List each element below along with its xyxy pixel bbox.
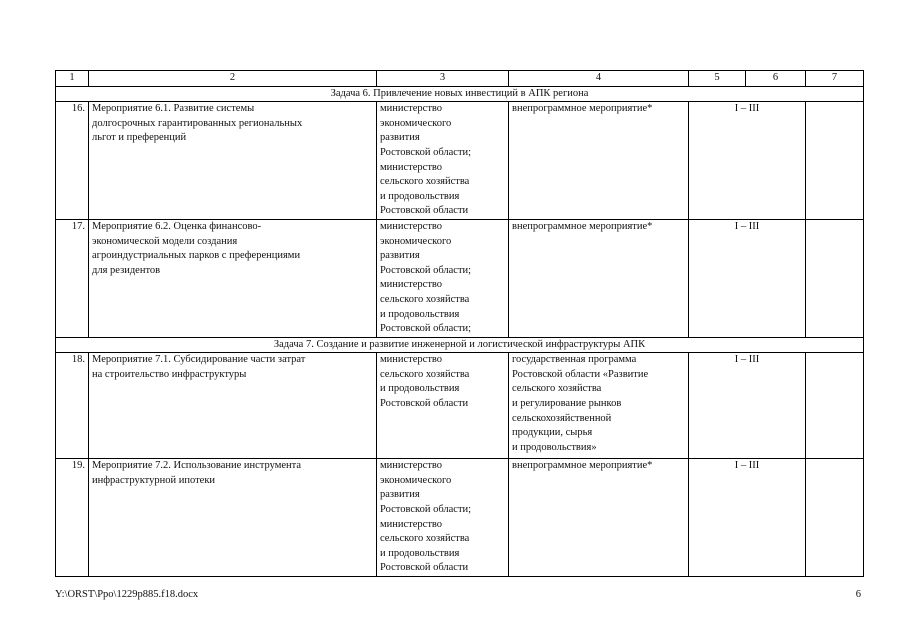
program-text-line: сельскохозяйственной: [512, 412, 612, 424]
executor-text-line: сельского хозяйства: [380, 176, 470, 188]
executor-text-line: и продовольствия: [380, 547, 460, 559]
program-text-line: внепрограммное мероприятие*: [512, 220, 653, 232]
measure-text-line: Мероприятие 6.1. Развитие системы: [92, 103, 255, 115]
measure-text-line: для резидентов: [92, 264, 161, 276]
executor-text-line: Ростовской области;: [380, 504, 472, 516]
executor-text-line: министерство: [380, 220, 443, 232]
program-text-line: внепрограммное мероприятие*: [512, 460, 653, 472]
program-cell: [509, 459, 689, 577]
task-title: Задача 7. Создание и развитие инженерной и логистической инфраструктуры АПК: [56, 337, 864, 353]
executor-text-line: Ростовской области;: [380, 146, 472, 158]
period-cell: I – III: [689, 353, 806, 459]
measure-row: [56, 219, 864, 337]
column-number-header: 2: [89, 71, 377, 87]
row-number: 18.: [56, 353, 89, 459]
column-number-header: 6: [746, 71, 806, 87]
measure-row: [56, 102, 864, 220]
footer-file-path: Y:\ORST\Ppo\1229p885.f18.docx: [55, 589, 199, 600]
measure-row: [56, 459, 864, 577]
executor-text-line: развития: [380, 489, 420, 501]
measure-cell: [89, 219, 377, 337]
period-cell: I – III: [689, 102, 806, 220]
executor-text-line: сельского хозяйства: [380, 368, 470, 380]
executor-text-line: экономического: [380, 235, 452, 247]
measure-cell: [89, 459, 377, 577]
executor-text-line: и продовольствия: [380, 383, 460, 395]
measure-text-line: льгот и преференций: [92, 132, 187, 144]
program-text-line: государственная программа: [512, 354, 637, 366]
executor-text-line: Ростовской области: [380, 398, 469, 410]
measure-row: [56, 353, 864, 459]
task-row: [56, 337, 864, 353]
executor-text-line: экономического: [380, 474, 452, 486]
program-cell: [509, 219, 689, 337]
executor-text-line: Ростовской области: [380, 205, 469, 217]
program-text-line: и продовольствия»: [512, 441, 597, 453]
executor-text-line: министерство: [380, 103, 443, 115]
column-number-header: 3: [377, 71, 509, 87]
executor-text-line: министерство: [380, 518, 443, 530]
empty-cell: [806, 459, 864, 577]
program-cell: [509, 353, 689, 459]
empty-cell: [806, 219, 864, 337]
empty-cell: [806, 353, 864, 459]
task-title: Задача 6. Привлечение новых инвестиций в АПК региона: [56, 86, 864, 102]
executor-cell: [377, 459, 509, 577]
plan-table: [55, 70, 864, 577]
measure-text-line: долгосрочных гарантированных региональных: [92, 117, 303, 129]
program-text-line: сельского хозяйства: [512, 383, 602, 395]
measure-text-line: Мероприятие 6.2. Оценка финансово-: [92, 220, 262, 232]
executor-text-line: и продовольствия: [380, 308, 460, 320]
program-text-line: продукции, сырья: [512, 427, 593, 439]
column-number-row: [56, 71, 864, 87]
column-number-header: 4: [509, 71, 689, 87]
measure-cell: [89, 353, 377, 459]
measure-text-line: Мероприятие 7.2. Использование инструмента: [92, 460, 302, 472]
program-text-line: внепрограммное мероприятие*: [512, 103, 653, 115]
executor-text-line: экономического: [380, 117, 452, 129]
program-text-line: Ростовской области «Развитие: [512, 368, 649, 380]
measure-text-line: агроиндустриальных парков с преференциями: [92, 250, 301, 262]
period-cell: I – III: [689, 219, 806, 337]
row-number: 16.: [56, 102, 89, 220]
row-number: 17.: [56, 219, 89, 337]
executor-text-line: развития: [380, 132, 420, 144]
executor-text-line: Ростовской области: [380, 562, 469, 574]
row-number: 19.: [56, 459, 89, 577]
footer-page-number: 6: [855, 589, 861, 600]
executor-text-line: сельского хозяйства: [380, 533, 470, 545]
task-row: [56, 86, 864, 102]
executor-text-line: министерство: [380, 354, 443, 366]
column-number-header: 1: [56, 71, 89, 87]
period-cell: I – III: [689, 459, 806, 577]
executor-cell: [377, 102, 509, 220]
measure-text-line: на строительство инфраструктуры: [92, 368, 247, 380]
executor-text-line: сельского хозяйства: [380, 293, 470, 305]
column-number-header: 7: [806, 71, 864, 87]
executor-text-line: Ростовской области;: [380, 264, 472, 276]
measure-text-line: Мероприятие 7.1. Субсидирование части затрат: [92, 354, 306, 366]
empty-cell: [806, 102, 864, 220]
executor-text-line: Ростовской области;: [380, 323, 472, 335]
measure-text-line: экономической модели создания: [92, 235, 238, 247]
measure-cell: [89, 102, 377, 220]
executor-text-line: министерство: [380, 279, 443, 291]
executor-cell: [377, 353, 509, 459]
executor-text-line: министерство: [380, 161, 443, 173]
executor-text-line: и продовольствия: [380, 190, 460, 202]
measure-text-line: инфраструктурной ипотеки: [92, 474, 216, 486]
program-cell: [509, 102, 689, 220]
executor-text-line: министерство: [380, 460, 443, 472]
column-number-header: 5: [689, 71, 746, 87]
executor-text-line: развития: [380, 250, 420, 262]
program-text-line: и регулирование рынков: [512, 398, 622, 410]
executor-cell: [377, 219, 509, 337]
